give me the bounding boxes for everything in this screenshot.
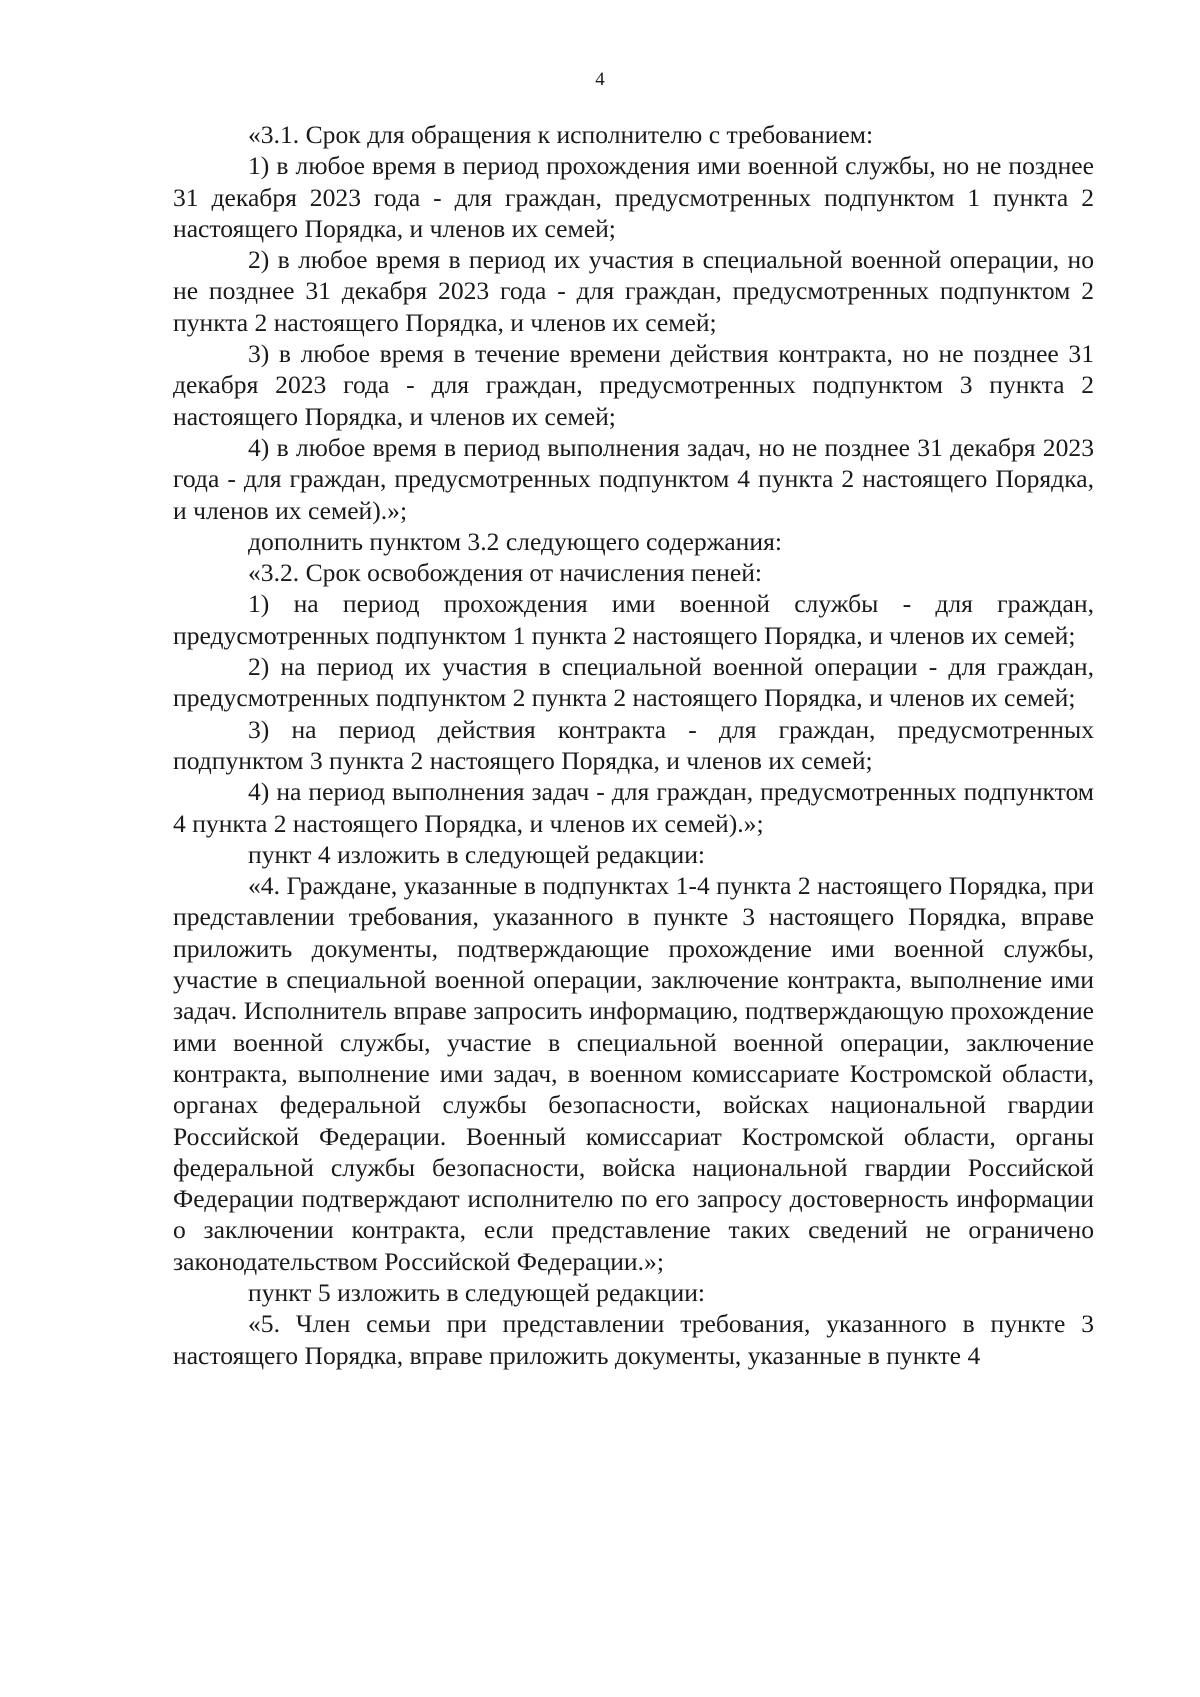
paragraph-3-1-item-2: 2) в любое время в период их участия в специальной военной операции, но не позднее 31 декабря 2023 года - для граждан, предусмотренных подпунктом 2 пункта 2 настоящего Порядка, и членов их семей; xyxy=(173,245,1094,337)
paragraph-3-1-heading: «3.1. Срок для обращения к исполнителю с требованием: xyxy=(248,120,874,149)
paragraph-3-2-item-4: 4) на период выполнения задач - для граждан, предусмотренных подпунктом 4 пункта 2 настоящего Порядка, и членов их семей).»; xyxy=(173,777,1094,838)
paragraph-amend-5: пункт 5 изложить в следующей редакции: xyxy=(248,1277,706,1307)
paragraph-3-2-item-1: 1) на период прохождения ими военной службы - для граждан, предусмотренных подпунктом 1 пункта 2 настоящего Порядка, и членов их семей; xyxy=(173,589,1094,650)
paragraph-3-2-heading: «3.2. Срок освобождения от начисления пеней: xyxy=(248,558,763,588)
paragraph-3-1-item-4: 4) в любое время в период выполнения задач, но не позднее 31 декабря 2023 года - для граждан, предусмотренных подпунктом 4 пункта 2 настоящего Порядка, и членов их семей).»; xyxy=(173,432,1094,525)
paragraph-5-text: «5. Член семьи при представлении требования, указанного в пункте 3 настоящего Порядка, вправе приложить документы, указанные в пункте 4 xyxy=(173,1309,1094,1370)
page-number: 4 xyxy=(595,69,605,90)
paragraph-3-2-item-2: 2) на период их участия в специальной военной операции - для граждан, предусмотренных подпунктом 2 пункта 2 настоящего Порядка, и членов их семей; xyxy=(173,652,1094,713)
paragraph-4-text: «4. Граждане, указанные в подпунктах 1-4 пункта 2 настоящего Порядка, при представлении требования, указанного в пункте 3 настоящего Порядка, вправе приложить документы, подтверждающие прохождение ими военной службы, участие в специальной военной операции, заключение контракта, выполнение ими задач. Исполнитель вправе запросить информацию, подтверждающую прохождение ими военной службы, участие в специальной военной операции, заключение контракта, выполнение ими задач, в военном комиссариате Костромской области, органах федеральной службы безопасности, войсках национальной гвардии Российской Федерации. Военный комиссариат Костромской области, органы федеральной службы безопасности, войска национальной гвардии Российской Федерации подтверждают исполнителю по его запросу достоверность информации о заключении контракта, если представление таких сведений не ограничено законодательством Российской Федерации.»; xyxy=(173,871,1094,1276)
paragraph-3-1-item-1: 1) в любое время в период прохождения ими военной службы, но не позднее 31 декабря 2023 года - для граждан, предусмотренных подпунктом 1 пункта 2 настоящего Порядка, и членов их семей; xyxy=(173,151,1094,243)
paragraph-3-2-item-3: 3) на период действия контракта - для граждан, предусмотренных подпунктом 3 пункта 2 настоящего Порядка, и членов их семей; xyxy=(173,714,1094,775)
paragraph-amend-3-2: дополнить пунктом 3.2 следующего содержания: xyxy=(248,526,782,556)
paragraph-amend-4: пункт 4 изложить в следующей редакции: xyxy=(248,839,706,869)
document-body xyxy=(173,119,1094,1371)
paragraph-3-1-item-3: 3) в любое время в течение времени действия контракта, но не позднее 31 декабря 2023 года - для граждан, предусмотренных подпунктом 3 пункта 2 настоящего Порядка, и членов их семей; xyxy=(173,339,1094,431)
